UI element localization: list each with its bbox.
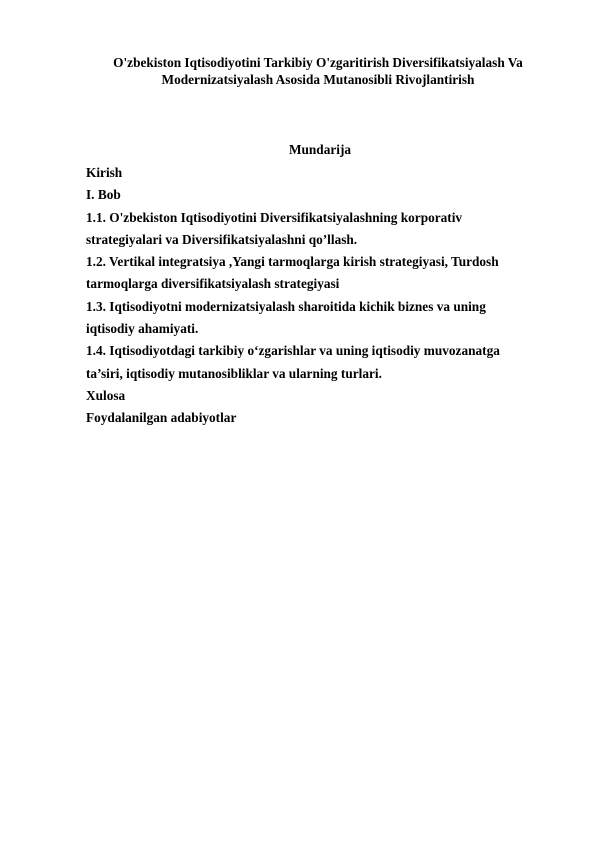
toc-item-text-continued: iqtisodiy ahamiyati. [86, 321, 199, 337]
toc-item-text-continued: strategiyalari va Diversifikatsiyalashni qo’llash. [86, 231, 358, 247]
document-title [80, 54, 556, 88]
toc-heading: Mundarija [288, 142, 352, 157]
toc-item-bob-1[interactable] [86, 184, 536, 206]
toc-item-text: 1.4. Iqtisodiyotdagi tarkibiy o‘zgarishlar va uning iqtisodiy muvozanatga [86, 343, 500, 359]
toc-item-text: 1.2. Vertikal integratsiya ,Yangi tarmoqlarga kirish strategiyasi, Turdosh [86, 254, 499, 270]
toc-item-text: Kirish [86, 165, 123, 180]
toc-item-adabiyotlar[interactable] [86, 407, 536, 429]
toc-item-xulosa[interactable] [86, 385, 536, 407]
table-of-contents [86, 162, 536, 430]
toc-item-text-continued: ta’siri, iqtisodiy mutanosibliklar va ularning turlari. [86, 365, 382, 381]
toc-item-1-2[interactable] [86, 251, 536, 296]
toc-item-1-1[interactable] [86, 207, 536, 252]
toc-item-text: Foydalanilgan adabiyotlar [86, 410, 237, 426]
toc-item-text: 1.1. O'zbekiston Iqtisodiyotini Diversifikatsiyalashning korporativ [86, 209, 463, 225]
toc-item-text-continued: tarmoqlarga diversifikatsiyalash strategiyasi [86, 276, 340, 292]
toc-item-1-4[interactable] [86, 340, 536, 385]
toc-item-text: 1.3. Iqtisodiyotni modernizatsiyalash sharoitida kichik biznes va uning [86, 298, 486, 314]
document-title-line-1: O'zbekiston Iqtisodiyotini Tarkibiy O'zgaritirish Diversifikatsiyalash Va [113, 55, 523, 70]
toc-item-text: I. Bob [86, 187, 121, 203]
toc-item-text: Xulosa [86, 387, 126, 403]
toc-item-1-3[interactable] [86, 296, 536, 341]
toc-item-kirish[interactable] [86, 162, 536, 184]
document-title-line-2: Modernizatsiyalash Asosida Mutanosibli Rivojlantirish [161, 72, 475, 87]
